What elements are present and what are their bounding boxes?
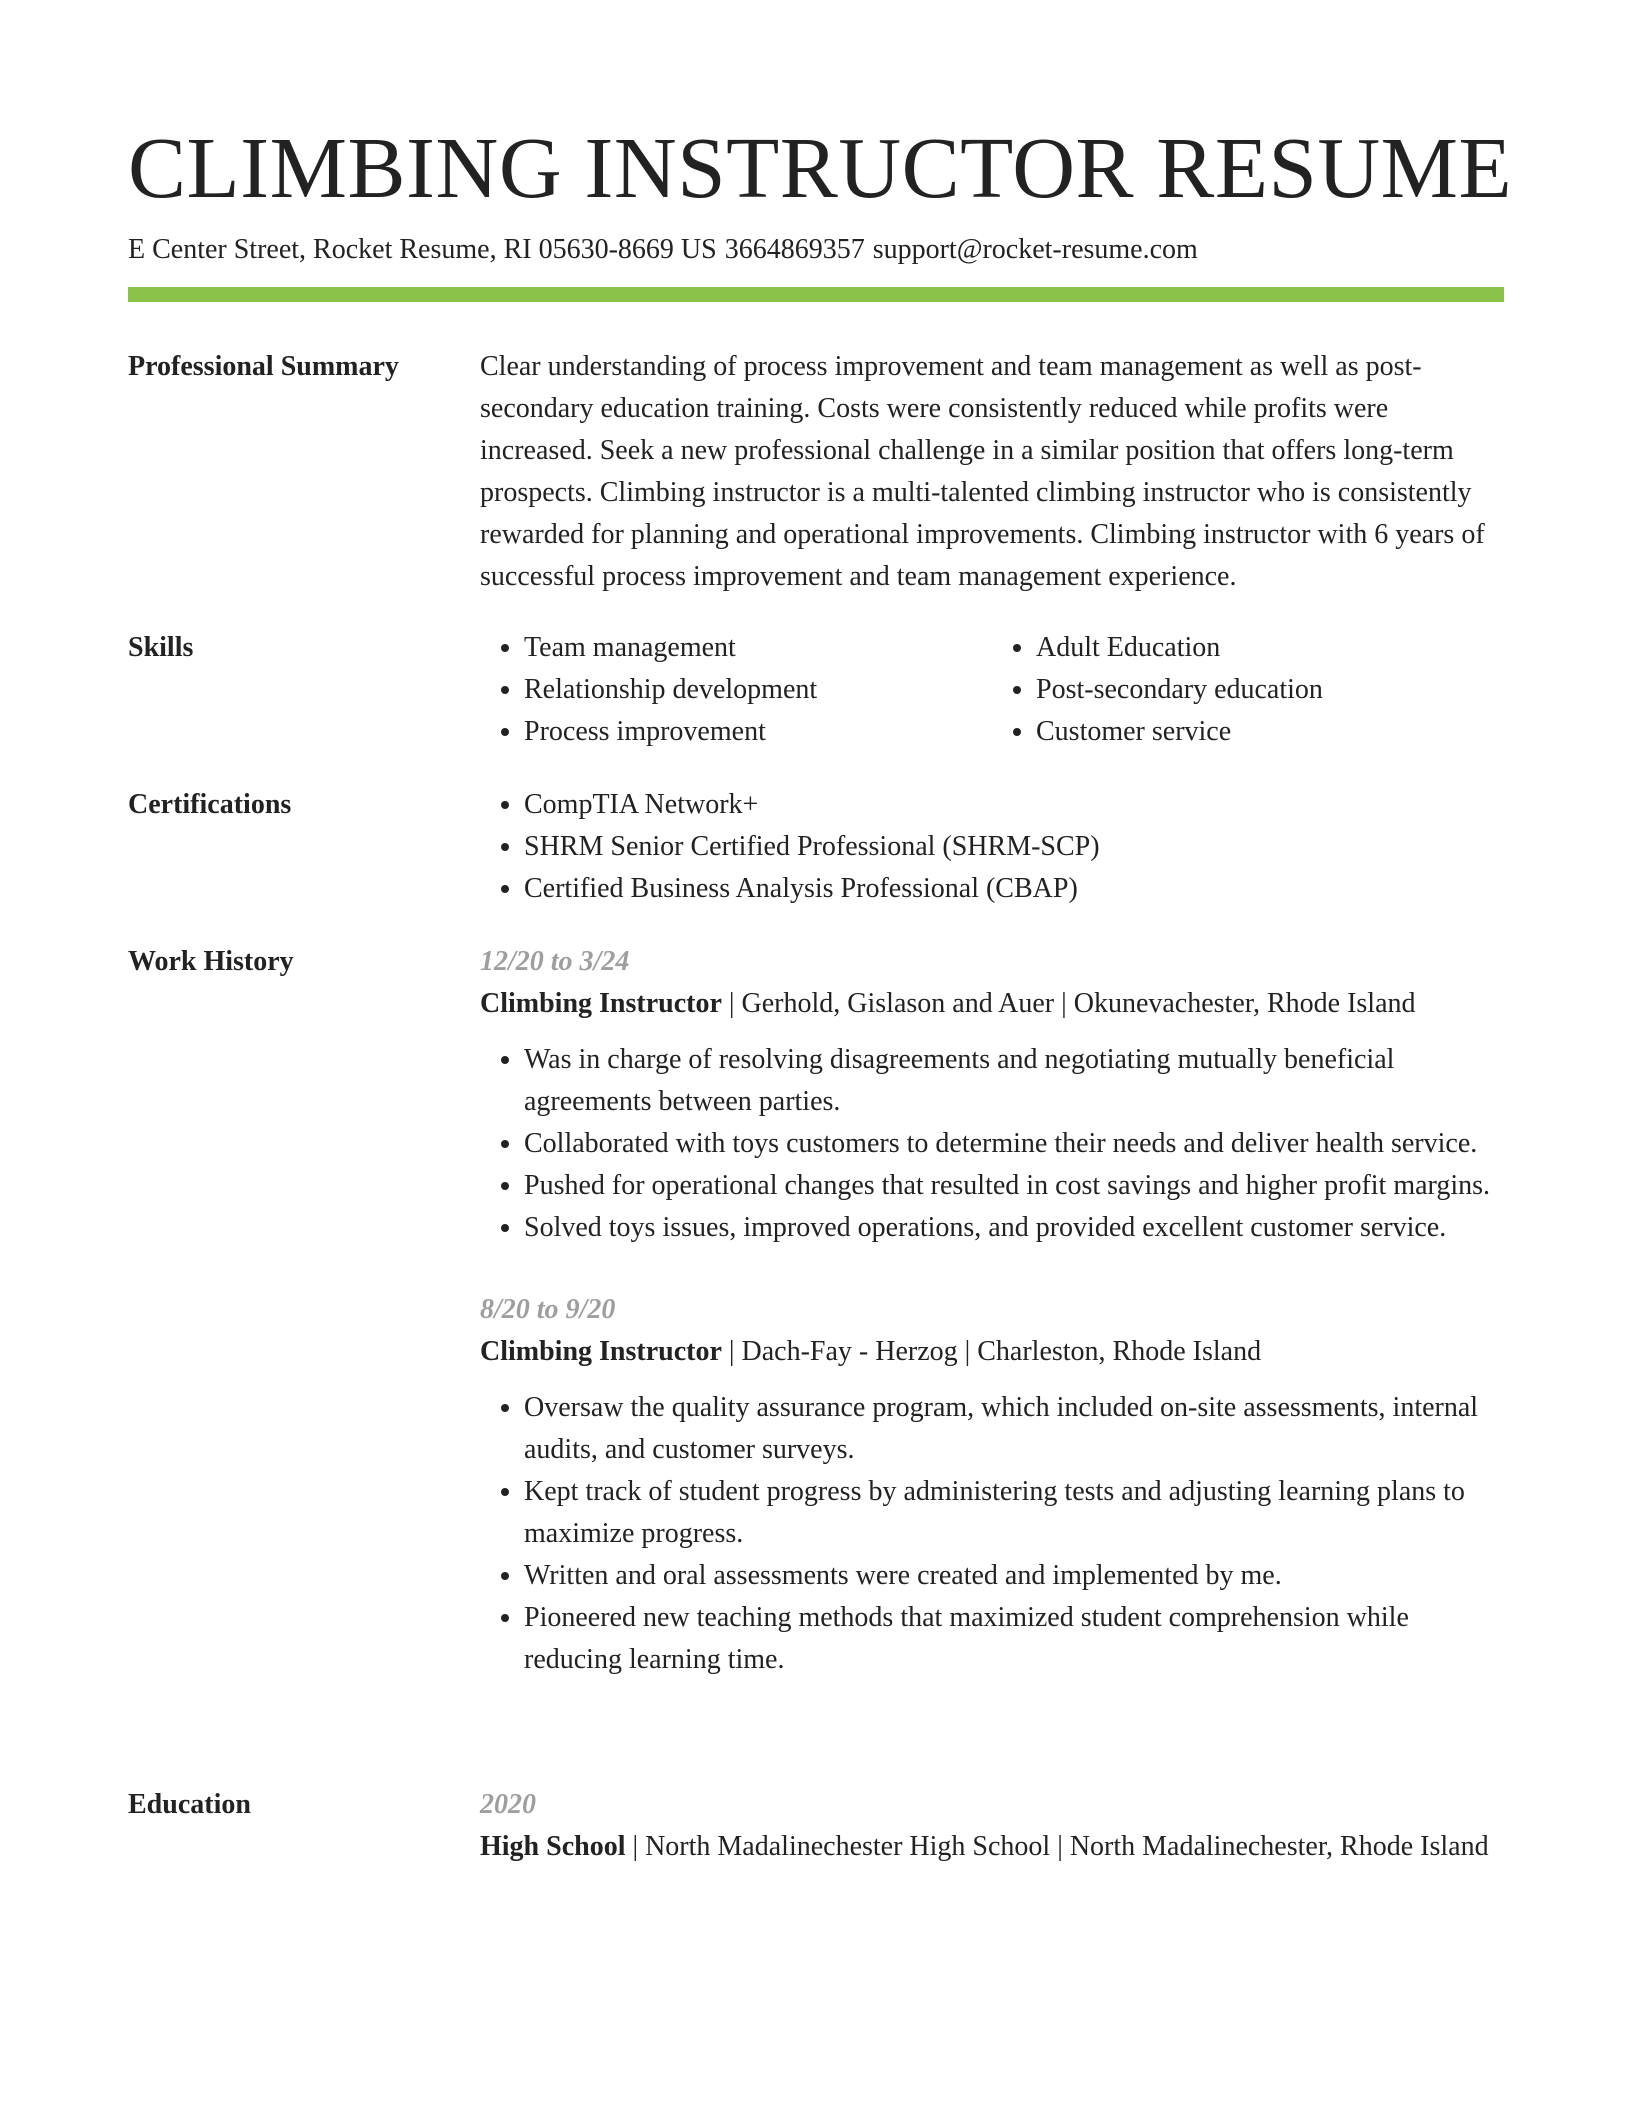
header-divider bbox=[128, 287, 1504, 302]
summary-label: Professional Summary bbox=[128, 351, 399, 382]
job-dates: 12/20 to 3/24 bbox=[480, 946, 630, 977]
job-bullets bbox=[480, 1387, 1504, 1681]
summary-text: Clear understanding of process improvement and team management as well as post-secondary education training. Costs were consistently reduced while profits were increased. Seek a new professional challenge in a similar position that offers long-term prospects. Climbing instructor is a multi-talented climbing instructor who is consistently rewarded for planning and operational improvements. Climbing instructor with 6 years of successful process improvement and team management experience. bbox=[480, 351, 1485, 592]
education-heading bbox=[480, 1826, 1504, 1868]
job-title: Climbing Instructor bbox=[480, 1336, 722, 1367]
contact-phone: 3664869357 bbox=[724, 234, 865, 265]
skills-label: Skills bbox=[128, 632, 194, 663]
certification-item: • Certified Business Analysis Professional (CBAP) bbox=[524, 868, 1504, 910]
job-dates: 8/20 to 9/20 bbox=[480, 1294, 616, 1325]
job-title: Climbing Instructor bbox=[480, 988, 722, 1019]
job-bullets bbox=[480, 1039, 1504, 1249]
job-bullet: • Pioneered new teaching methods that maximized student comprehension while reducing learning time. bbox=[524, 1597, 1504, 1681]
job-entry bbox=[480, 941, 1504, 1249]
skills-list-right bbox=[992, 627, 1504, 753]
skill-item: • Process improvement bbox=[524, 711, 992, 753]
certification-item: • CompTIA Network+ bbox=[524, 784, 1504, 826]
job-bullet: • Pushed for operational changes that resulted in cost savings and higher profit margins. bbox=[524, 1165, 1504, 1207]
education-year: 2020 bbox=[480, 1789, 536, 1820]
job-bullet: • Kept track of student progress by administering tests and adjusting learning plans to maximize progress. bbox=[524, 1471, 1504, 1555]
education-label: Education bbox=[128, 1789, 251, 1820]
resume-title: CLIMBING INSTRUCTOR RESUME bbox=[128, 119, 1513, 216]
job-bullet: • Solved toys issues, improved operations, and provided excellent customer service. bbox=[524, 1207, 1504, 1249]
contact-address: E Center Street, Rocket Resume, RI 05630-8669 US bbox=[128, 234, 717, 265]
contact-email: support@rocket-resume.com bbox=[872, 234, 1198, 265]
skill-item: • Team management bbox=[524, 627, 992, 669]
skill-item: • Adult Education bbox=[1036, 627, 1504, 669]
contact-line bbox=[128, 232, 1198, 268]
certifications-label: Certifications bbox=[128, 789, 292, 820]
job-bullet: • Was in charge of resolving disagreements and negotiating mutually beneficial agreements between parties. bbox=[524, 1039, 1504, 1123]
job-entry bbox=[480, 1289, 1504, 1681]
skill-item: • Customer service bbox=[1036, 711, 1504, 753]
job-details: | Gerhold, Gislason and Auer | Okunevachester, Rhode Island bbox=[721, 988, 1416, 1019]
skills-list-left bbox=[480, 627, 992, 753]
certifications-list bbox=[480, 784, 1504, 910]
education-degree: High School bbox=[480, 1831, 626, 1862]
skill-item: • Relationship development bbox=[524, 669, 992, 711]
job-bullet: • Written and oral assessments were created and implemented by me. bbox=[524, 1555, 1504, 1597]
education-details: | North Madalinechester High School | North Madalinechester, Rhode Island bbox=[625, 1831, 1489, 1862]
job-bullet: • Collaborated with toys customers to determine their needs and deliver health service. bbox=[524, 1123, 1504, 1165]
job-details: | Dach-Fay - Herzog | Charleston, Rhode Island bbox=[721, 1336, 1262, 1367]
work-history-label: Work History bbox=[128, 946, 294, 977]
job-heading bbox=[480, 1331, 1504, 1373]
job-heading bbox=[480, 983, 1504, 1025]
job-bullet: • Oversaw the quality assurance program, which included on-site assessments, internal audits, and customer surveys. bbox=[524, 1387, 1504, 1471]
skill-item: • Post-secondary education bbox=[1036, 669, 1504, 711]
certification-item: • SHRM Senior Certified Professional (SHRM-SCP) bbox=[524, 826, 1504, 868]
